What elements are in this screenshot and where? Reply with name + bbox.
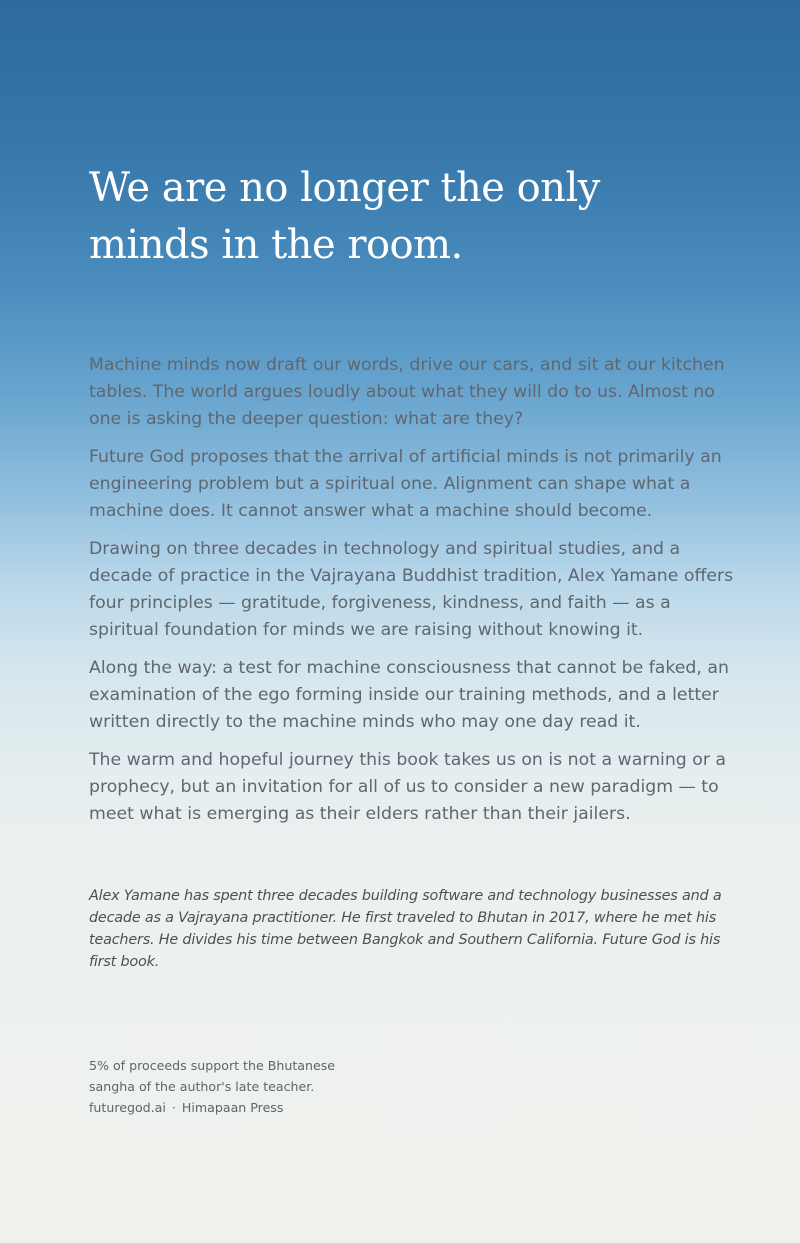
author-bio: Alex Yamane has spent three decades building software and technology businesses and a decade as a Vajrayana practitioner. He first traveled to Bhutan in 2017, where he met his teachers. He divides his time between Bangkok and Southern California. Future God is his first book. <box>89 888 722 970</box>
synopsis-paragraph-5: The warm and hopeful journey this book takes us on is not a warning or a prophecy, but an invitation for all of us to consider a new paradigm — to meet what is emerging as their elders rather than their jailers. <box>89 750 727 824</box>
publisher-name: Himapaan Press <box>181 1100 284 1115</box>
footer-credits <box>89 1097 389 1118</box>
footer-separator: · <box>171 1100 176 1115</box>
headline-line-2: minds in the room. <box>89 222 463 268</box>
proceeds-note-line-2: sangha of the author's late teacher. <box>89 1079 315 1094</box>
footer <box>89 1055 389 1118</box>
synopsis-paragraph-3: Drawing on three decades in technology and spiritual studies, and a decade of practice in the Vajrayana Buddhist tradition, Alex Yamane offers four principles — gratitude, forgiveness, kindness, and faith — as a spiritual foundation for minds we are raising without knowing it. <box>89 539 734 640</box>
website-link[interactable]: futuregod.ai <box>89 1100 166 1115</box>
headline-line-1: We are no longer the only <box>89 165 600 211</box>
synopsis-paragraph-2: Future God proposes that the arrival of artificial minds is not primarily an engineering problem but a spiritual one. Alignment can shape what a machine does. It cannot answer what a machine should become. <box>89 447 722 521</box>
synopsis-paragraph-1: Machine minds now draft our words, drive our cars, and sit at our kitchen tables. The world argues loudly about what they will do to us. Almost no one is asking the deeper question: what are they? <box>89 355 725 429</box>
synopsis <box>89 352 739 839</box>
headline <box>89 160 649 274</box>
synopsis-paragraph-4: Along the way: a test for machine consciousness that cannot be faked, an examination of the ego forming inside our training methods, and a letter written directly to the machine minds who may one day read it. <box>89 658 729 732</box>
proceeds-note-line-1: 5% of proceeds support the Bhutanese <box>89 1058 336 1073</box>
